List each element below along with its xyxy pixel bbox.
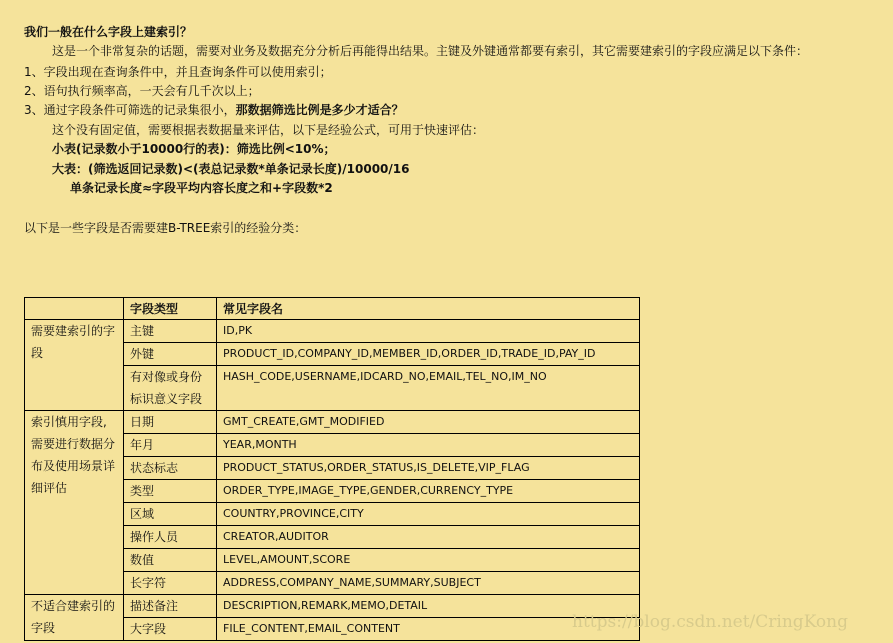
field-names-cell: CREATOR,AUDITOR bbox=[217, 526, 640, 549]
header-empty bbox=[25, 298, 124, 320]
header-field-type: 字段类型 bbox=[124, 298, 217, 320]
condition-3-text: 3、通过字段条件可筛选的记录集很小， bbox=[24, 103, 236, 117]
field-type-cell: 区域 bbox=[124, 503, 217, 526]
field-type-cell: 外键 bbox=[124, 343, 217, 366]
table-header-row bbox=[25, 298, 640, 320]
table-row bbox=[25, 320, 640, 343]
category-cell: 索引慎用字段,需要进行数据分布及使用场景详细评估 bbox=[25, 411, 124, 595]
field-names-cell: ID,PK bbox=[217, 320, 640, 343]
condition-2: 2、语句执行频率高，一天会有几千次以上； bbox=[24, 84, 260, 98]
category-cell: 不适合建索引的字段 bbox=[25, 595, 124, 641]
field-type-cell: 状态标志 bbox=[124, 457, 217, 480]
field-type-cell: 日期 bbox=[124, 411, 217, 434]
field-names-cell: COUNTRY,PROVINCE,CITY bbox=[217, 503, 640, 526]
condition-3 bbox=[24, 102, 404, 118]
field-type-cell: 数值 bbox=[124, 549, 217, 572]
field-names-cell: HASH_CODE,USERNAME,IDCARD_NO,EMAIL,TEL_NO,IM_NO bbox=[217, 366, 640, 411]
field-type-cell: 有对像或身份标识意义字段 bbox=[124, 366, 217, 411]
field-names-cell: ORDER_TYPE,IMAGE_TYPE,GENDER,CURRENCY_TYPE bbox=[217, 480, 640, 503]
condition-3-question: 那数据筛选比例是多少才适合？ bbox=[235, 103, 404, 117]
field-names-cell: ADDRESS,COMPANY_NAME,SUMMARY,SUBJECT bbox=[217, 572, 640, 595]
field-names-cell: LEVEL,AMOUNT,SCORE bbox=[217, 549, 640, 572]
header-common-fields: 常见字段名 bbox=[217, 298, 640, 320]
field-type-cell: 长字符 bbox=[124, 572, 217, 595]
condition-1: 1、字段出现在查询条件中，并且查询条件可以使用索引； bbox=[24, 65, 332, 79]
small-table-rule: 小表(记录数小于10000行的表)：筛选比例<10%； bbox=[52, 142, 336, 156]
table-intro: 以下是一些字段是否需要建B-TREE索引的经验分类： bbox=[24, 221, 307, 235]
page-title: 我们一般在什么字段上建索引？ bbox=[24, 25, 193, 39]
field-names-cell: DESCRIPTION,REMARK,MEMO,DETAIL bbox=[217, 595, 640, 618]
watermark: https://blog.csdn.net/CringKong bbox=[572, 612, 849, 632]
field-type-cell: 类型 bbox=[124, 480, 217, 503]
table-row bbox=[25, 595, 640, 618]
index-classification-table bbox=[24, 297, 640, 641]
record-length-rule: 单条记录长度≈字段平均内容长度之和+字段数*2 bbox=[70, 181, 333, 195]
field-names-cell: YEAR,MONTH bbox=[217, 434, 640, 457]
field-type-cell: 年月 bbox=[124, 434, 217, 457]
field-type-cell: 主键 bbox=[124, 320, 217, 343]
field-names-cell: PRODUCT_ID,COMPANY_ID,MEMBER_ID,ORDER_ID,TRADE_ID,PAY_ID bbox=[217, 343, 640, 366]
field-type-cell: 操作人员 bbox=[124, 526, 217, 549]
field-names-cell: GMT_CREATE,GMT_MODIFIED bbox=[217, 411, 640, 434]
category-cell: 需要建索引的字段 bbox=[25, 320, 124, 411]
large-table-rule: 大表：(筛选返回记录数)<(表总记录数*单条记录长度)/10000/16 bbox=[52, 162, 410, 176]
field-type-cell: 大字段 bbox=[124, 618, 217, 641]
table-row bbox=[25, 411, 640, 434]
note-text: 这个没有固定值，需要根据表数据量来评估，以下是经验公式，可用于快速评估： bbox=[52, 123, 485, 137]
field-type-cell: 描述备注 bbox=[124, 595, 217, 618]
field-names-cell: FILE_CONTENT,EMAIL_CONTENT bbox=[217, 618, 640, 641]
intro-text: 这是一个非常复杂的话题，需要对业务及数据充分分析后再能得出结果。主键及外键通常都要有索引，其它需要建索引的字段应满足以下条件： bbox=[52, 44, 809, 58]
field-names-cell: PRODUCT_STATUS,ORDER_STATUS,IS_DELETE,VIP_FLAG bbox=[217, 457, 640, 480]
